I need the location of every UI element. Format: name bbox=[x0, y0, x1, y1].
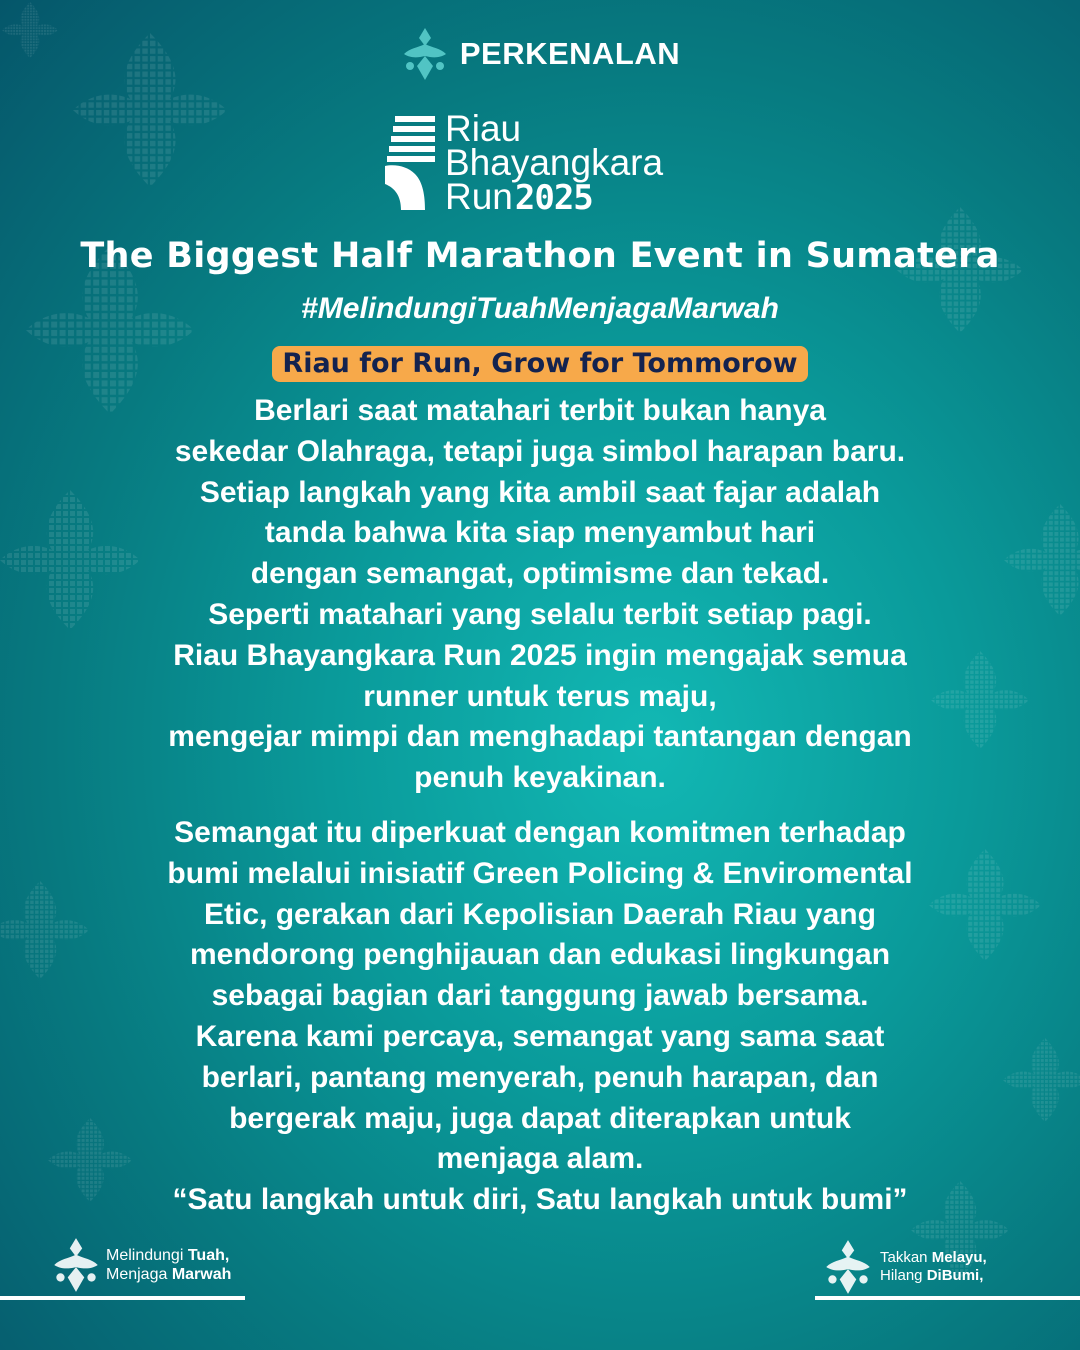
paragraph-line: Berlari saat matahari terbit bukan hanya bbox=[254, 394, 826, 427]
footer-text-bold: DiBumi, bbox=[926, 1267, 984, 1284]
paragraph-line: bergerak maju, juga dapat diterapkan untuk bbox=[229, 1101, 851, 1135]
logo-year: 2025 bbox=[514, 178, 593, 218]
footer-right-text bbox=[880, 1249, 987, 1285]
ornament-icon bbox=[50, 1236, 102, 1294]
footer-left-text bbox=[106, 1246, 231, 1284]
footer-text-part: Hilang bbox=[880, 1267, 927, 1284]
paragraph-line: Karena kami percaya, semangat yang sama saat bbox=[195, 1019, 885, 1053]
headline: The Biggest Half Marathon Event in Sumatera bbox=[80, 236, 1000, 276]
footer-left-motto bbox=[50, 1236, 231, 1294]
logo-text-bhayangkara: Bhayangkara bbox=[445, 142, 664, 183]
paragraph-line: Riau Bhayangkara Run 2025 ingin mengajak semua bbox=[173, 638, 907, 672]
logo-text-run-word: Run bbox=[445, 176, 513, 217]
footer-text-bold: Marwah bbox=[171, 1266, 232, 1283]
closing-quote: “Satu langkah untuk diri, Satu langkah untuk bumi” bbox=[172, 1183, 908, 1217]
header bbox=[0, 24, 1080, 84]
logo-text-riau: Riau bbox=[445, 108, 522, 149]
paragraph-line: tanda bahwa kita siap menyambut hari bbox=[264, 516, 816, 550]
paragraph-green-policing bbox=[80, 813, 1000, 1221]
tagline-container bbox=[0, 346, 1080, 382]
paragraph-line: Semangat itu diperkuat dengan komitmen terhadap bbox=[174, 816, 906, 849]
paragraph-line: berlari, pantang menyerah, penuh harapan, dan bbox=[201, 1060, 879, 1094]
logo-text-run bbox=[445, 176, 593, 218]
paragraph-line: mengejar mimpi dan menghadapi tantangan dengan bbox=[168, 720, 912, 754]
book-shoe-logo-icon bbox=[385, 114, 437, 212]
paragraph-line: menjaga alam. bbox=[436, 1142, 644, 1176]
footer-text-bold: Tuah, bbox=[187, 1247, 230, 1264]
footer-divider-left bbox=[0, 1296, 245, 1300]
footer-right-motto bbox=[822, 1238, 987, 1296]
paragraph-line: Seperti matahari yang selalu terbit setiap pagi. bbox=[208, 597, 872, 631]
footer-text-part: Takkan bbox=[880, 1249, 932, 1266]
page-title: PERKENALAN bbox=[459, 36, 681, 71]
footer-divider-right bbox=[815, 1296, 1080, 1300]
footer-text-part: Melindungi bbox=[106, 1247, 188, 1264]
paragraph-line: dengan semangat, optimisme dan tekad. bbox=[250, 557, 830, 591]
paragraph-line: bumi melalui inisiatif Green Policing & Enviromental bbox=[167, 856, 913, 890]
footer-text-bold: Melayu, bbox=[931, 1249, 987, 1266]
paragraph-line: Etic, gerakan dari Kepolisian Daerah Riau yang bbox=[204, 897, 876, 931]
tagline-badge: Riau for Run, Grow for Tommorow bbox=[272, 346, 807, 382]
paragraph-intro bbox=[80, 391, 1000, 799]
paragraph-line: Setiap langkah yang kita ambil saat fajar adalah bbox=[199, 475, 881, 509]
footer-text-part: Menjaga bbox=[106, 1266, 172, 1283]
paragraph-line: sekedar Olahraga, tetapi juga simbol harapan baru. bbox=[174, 434, 906, 468]
paragraph-line: penuh keyakinan. bbox=[414, 761, 666, 795]
paragraph-line: runner untuk terus maju, bbox=[363, 679, 717, 713]
paragraph-line: sebagai bagian dari tanggung jawab bersama. bbox=[211, 979, 869, 1013]
ornament-icon bbox=[822, 1238, 874, 1296]
event-logo bbox=[385, 108, 695, 218]
paragraph-line: mendorong penghijauan dan edukasi lingkungan bbox=[189, 938, 891, 972]
ornament-icon bbox=[400, 26, 450, 82]
hashtag: #MelindungiTuahMenjagaMarwah bbox=[301, 292, 779, 325]
